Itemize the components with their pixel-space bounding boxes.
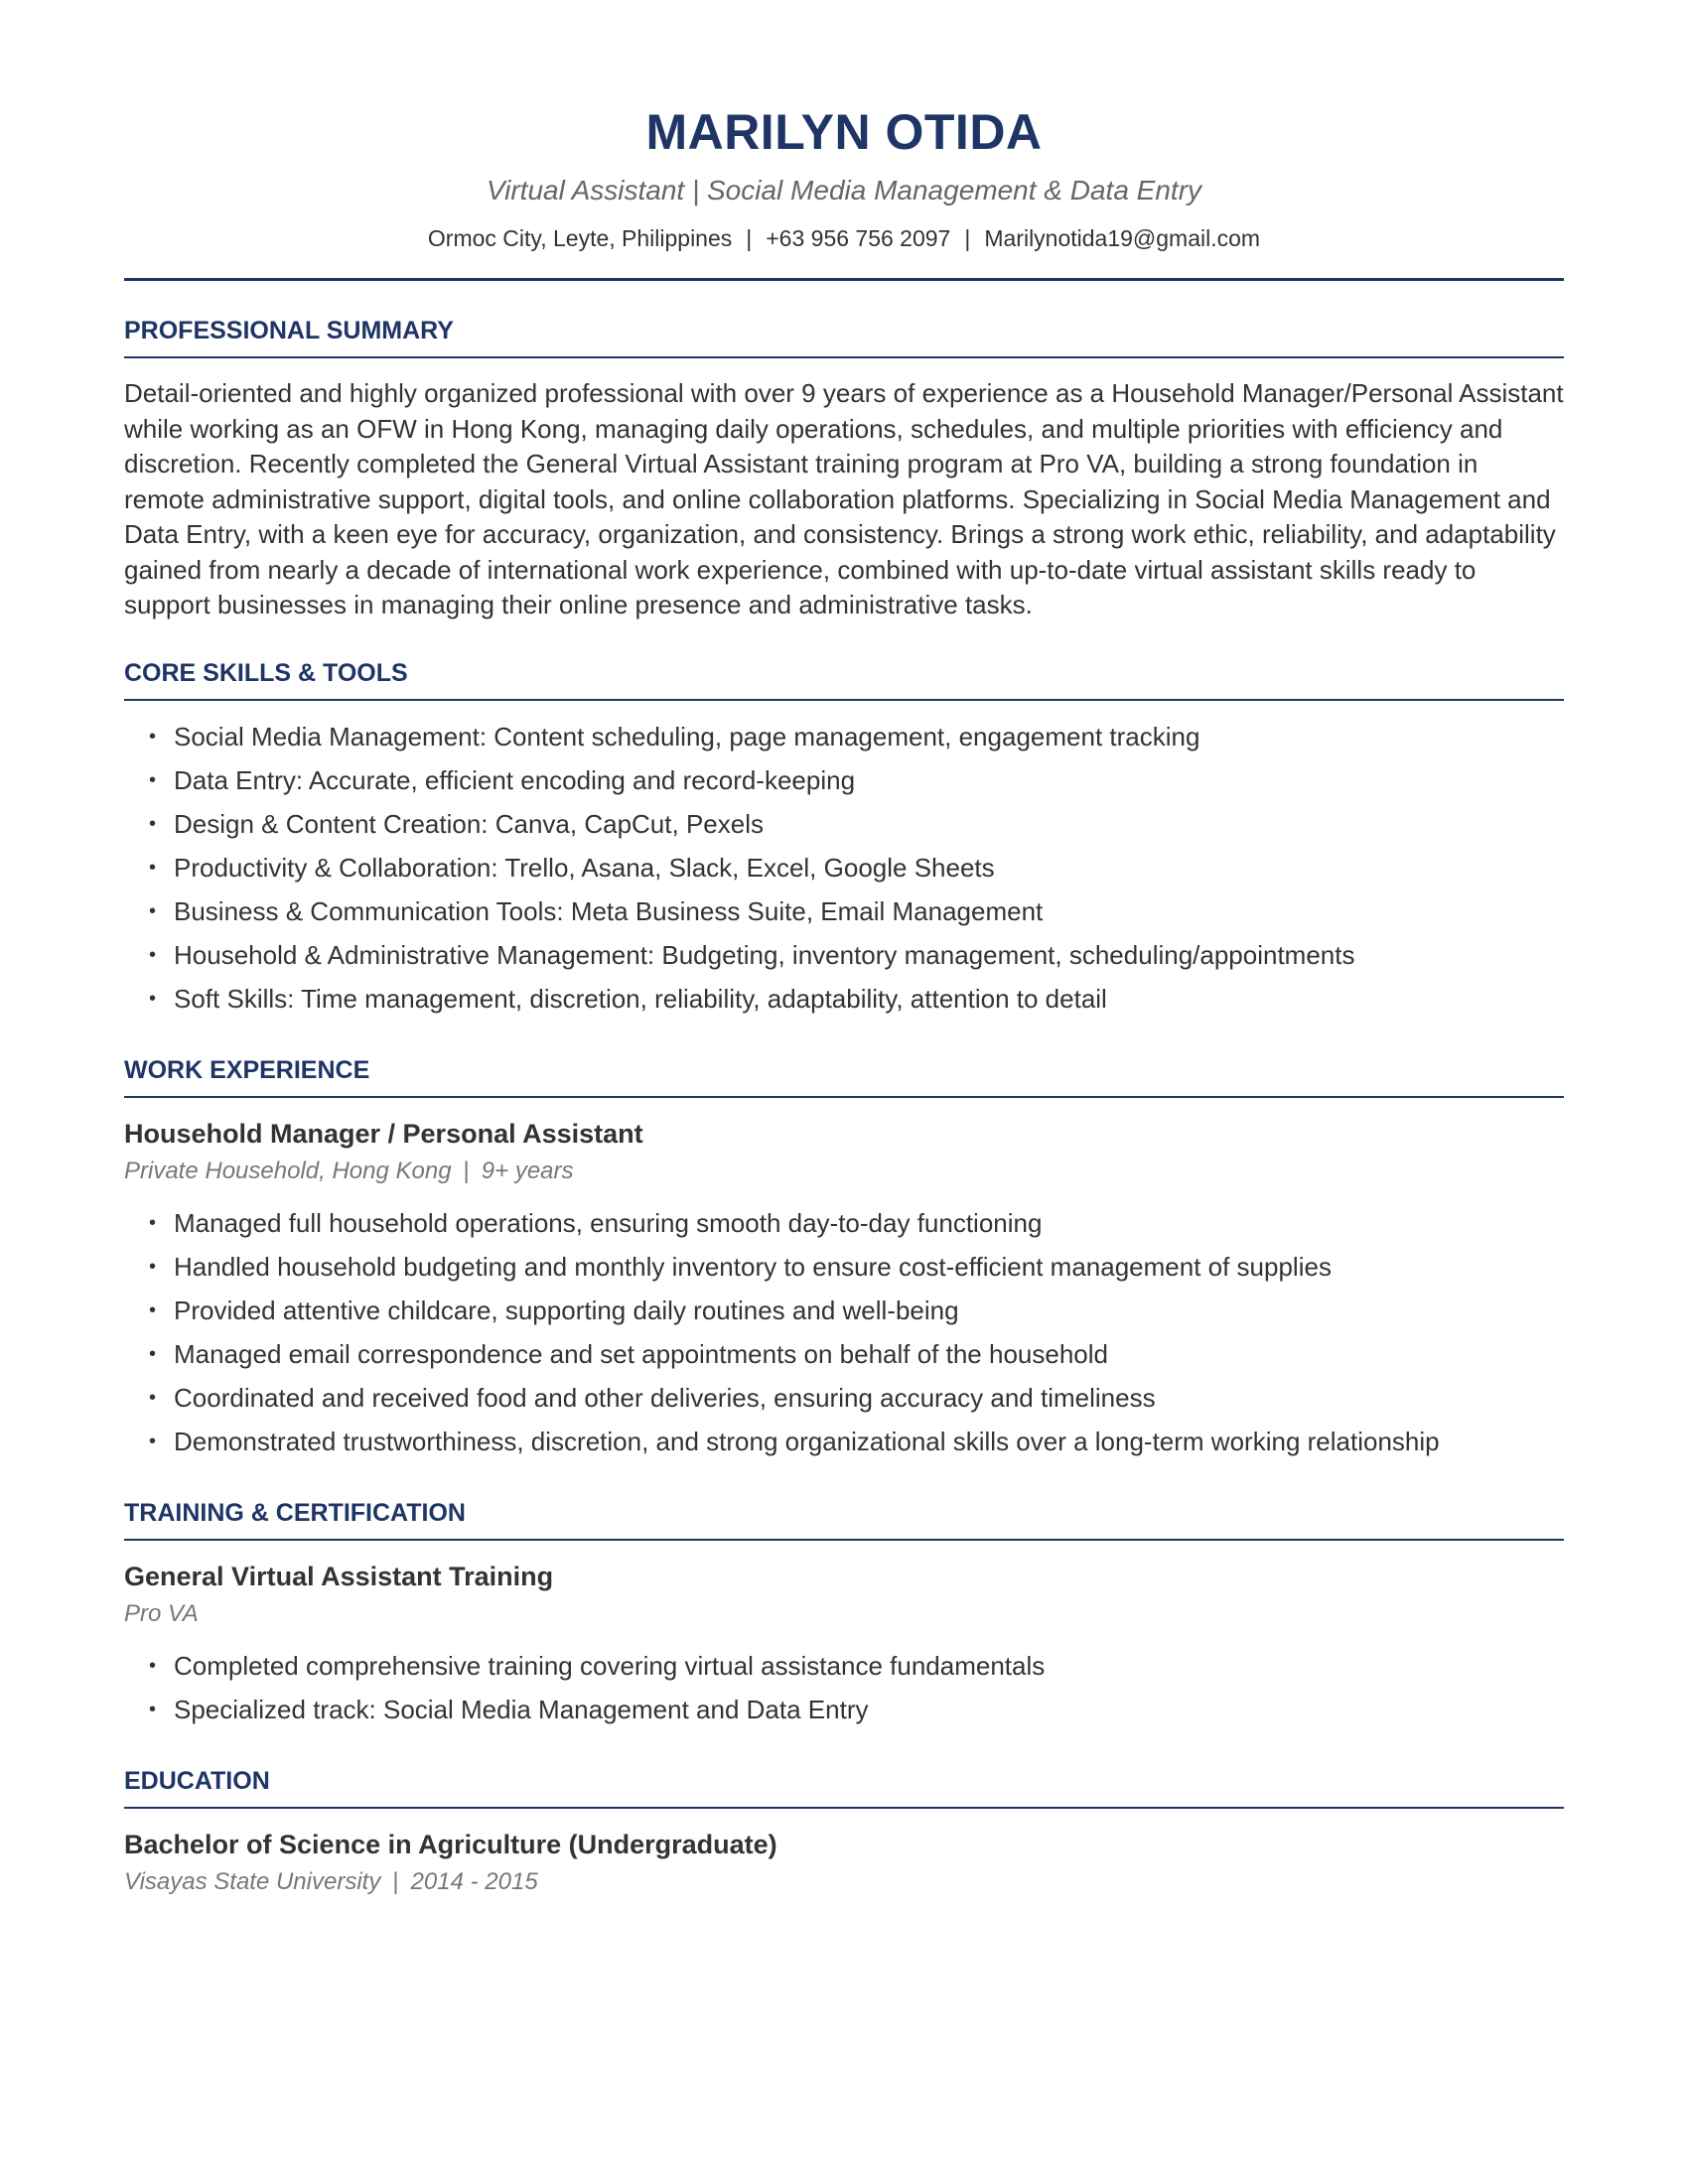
list-item: [149, 1376, 1564, 1420]
bullet-icon: •: [149, 725, 157, 748]
bullet-icon: •: [149, 768, 157, 791]
section-core-skills: [124, 657, 1564, 1021]
resume-header: [124, 0, 1564, 281]
contact-separator: |: [964, 225, 971, 251]
skill-text: Household & Administrative Management: Budgeting, inventory management, scheduling/appointments: [174, 939, 1355, 970]
list-item: [149, 1688, 1564, 1731]
header-divider: [124, 278, 1564, 281]
list-item: [149, 802, 1564, 846]
section-heading: EDUCATION: [124, 1765, 1564, 1809]
bullet-icon: •: [149, 1698, 157, 1720]
list-item: [149, 933, 1564, 977]
section-work-experience: [124, 1054, 1564, 1463]
bullet-icon: •: [149, 1211, 157, 1234]
education-details: [124, 1866, 1564, 1898]
training-text: Specialized track: Social Media Management and Data Entry: [174, 1694, 869, 1724]
list-item: [149, 715, 1564, 758]
duty-text: Managed email correspondence and set appointments on behalf of the household: [174, 1338, 1108, 1369]
list-item: [149, 1332, 1564, 1376]
training-program: General Virtual Assistant Training: [124, 1561, 554, 1591]
job-details: [124, 1156, 1564, 1187]
bullet-icon: •: [149, 1342, 157, 1365]
degree-title: Bachelor of Science in Agriculture (Undergraduate): [124, 1829, 777, 1859]
skill-text: Design & Content Creation: Canva, CapCut, Pexels: [174, 808, 764, 839]
list-item: [149, 846, 1564, 889]
skill-text: Social Media Management: Content scheduling, page management, engagement tracking: [174, 721, 1200, 751]
skill-text: Business & Communication Tools: Meta Business Suite, Email Management: [174, 895, 1044, 926]
duty-text: Demonstrated trustworthiness, discretion, and strong organizational skills over a long-term working relationship: [174, 1426, 1440, 1456]
duty-text: Coordinated and received food and other deliveries, ensuring accuracy and timeliness: [174, 1382, 1156, 1413]
bullet-icon: •: [149, 1255, 157, 1278]
section-education: [124, 1765, 1564, 1898]
training-text: Completed comprehensive training covering virtual assistance fundamentals: [174, 1650, 1046, 1681]
contact-line: [124, 223, 1564, 253]
bullet-icon: •: [149, 856, 157, 879]
section-heading: CORE SKILLS & TOOLS: [124, 657, 1564, 701]
job-employer: Private Household, Hong Kong: [124, 1157, 452, 1184]
section-training-certification: [124, 1497, 1564, 1731]
bullet-icon: •: [149, 899, 157, 922]
section-heading: PROFESSIONAL SUMMARY: [124, 315, 1564, 358]
school-name: Visayas State University: [124, 1867, 381, 1895]
contact-separator: |: [746, 225, 753, 251]
training-provider: Pro VA: [124, 1599, 199, 1627]
bullet-icon: •: [149, 812, 157, 835]
detail-separator: |: [392, 1867, 399, 1895]
list-item: [149, 1245, 1564, 1289]
list-item: [149, 1644, 1564, 1688]
duty-text: Managed full household operations, ensuring smooth day-to-day functioning: [174, 1207, 1043, 1238]
section-heading: WORK EXPERIENCE: [124, 1054, 1564, 1098]
list-item: [149, 1201, 1564, 1245]
education-years: 2014 - 2015: [410, 1867, 538, 1895]
bullet-icon: •: [149, 1386, 157, 1409]
skill-text: Data Entry: Accurate, efficient encoding and record-keeping: [174, 764, 856, 795]
bullet-icon: •: [149, 1298, 157, 1321]
list-item: [149, 758, 1564, 802]
training-list: [124, 1644, 1564, 1731]
list-item: [149, 1289, 1564, 1332]
skills-list: [124, 715, 1564, 1021]
bullet-icon: •: [149, 987, 157, 1010]
contact-phone: +63 956 756 2097: [766, 225, 951, 251]
skill-text: Soft Skills: Time management, discretion, reliability, adaptability, attention to detail: [174, 983, 1107, 1014]
job-title: Household Manager / Personal Assistant: [124, 1118, 643, 1149]
list-item: [149, 977, 1564, 1021]
bullet-icon: •: [149, 943, 157, 966]
bullet-icon: •: [149, 1430, 157, 1452]
bullet-icon: •: [149, 1654, 157, 1677]
candidate-title: Virtual Assistant | Social Media Management & Data Entry: [486, 175, 1202, 205]
candidate-name: MARILYN OTIDA: [645, 104, 1043, 160]
list-item: [149, 1420, 1564, 1463]
summary-text: Detail-oriented and highly organized professional with over 9 years of experience as a Household Manager/Personal Assistant while working as an OFW in Hong Kong, managing daily operations, schedules, and multiple priorities with efficiency and discretion. Recently completed the General Virtual Assistant training program at Pro VA, building a strong foundation in remote administrative support, digital tools, and online collaboration platforms. Specializing in Social Media Management and Data Entry, with a keen eye for accuracy, organization, and consistency. Brings a strong work ethic, reliability, and adaptability gained from nearly a decade of international work experience, combined with up-to-date virtual assistant skills ready to support businesses in managing their online presence and administrative tasks.: [124, 378, 1564, 619]
job-duration: 9+ years: [481, 1157, 574, 1184]
contact-location: Ormoc City, Leyte, Philippines: [427, 225, 733, 251]
duty-text: Provided attentive childcare, supporting daily routines and well-being: [174, 1295, 959, 1325]
detail-separator: |: [463, 1157, 470, 1184]
skill-text: Productivity & Collaboration: Trello, Asana, Slack, Excel, Google Sheets: [174, 852, 995, 883]
contact-email: Marilynotida19@gmail.com: [984, 225, 1261, 251]
list-item: [149, 889, 1564, 933]
duty-text: Handled household budgeting and monthly inventory to ensure cost-efficient management of supplies: [174, 1251, 1332, 1282]
job-duties-list: [124, 1201, 1564, 1463]
section-heading: TRAINING & CERTIFICATION: [124, 1497, 1564, 1541]
section-professional-summary: [124, 315, 1564, 623]
